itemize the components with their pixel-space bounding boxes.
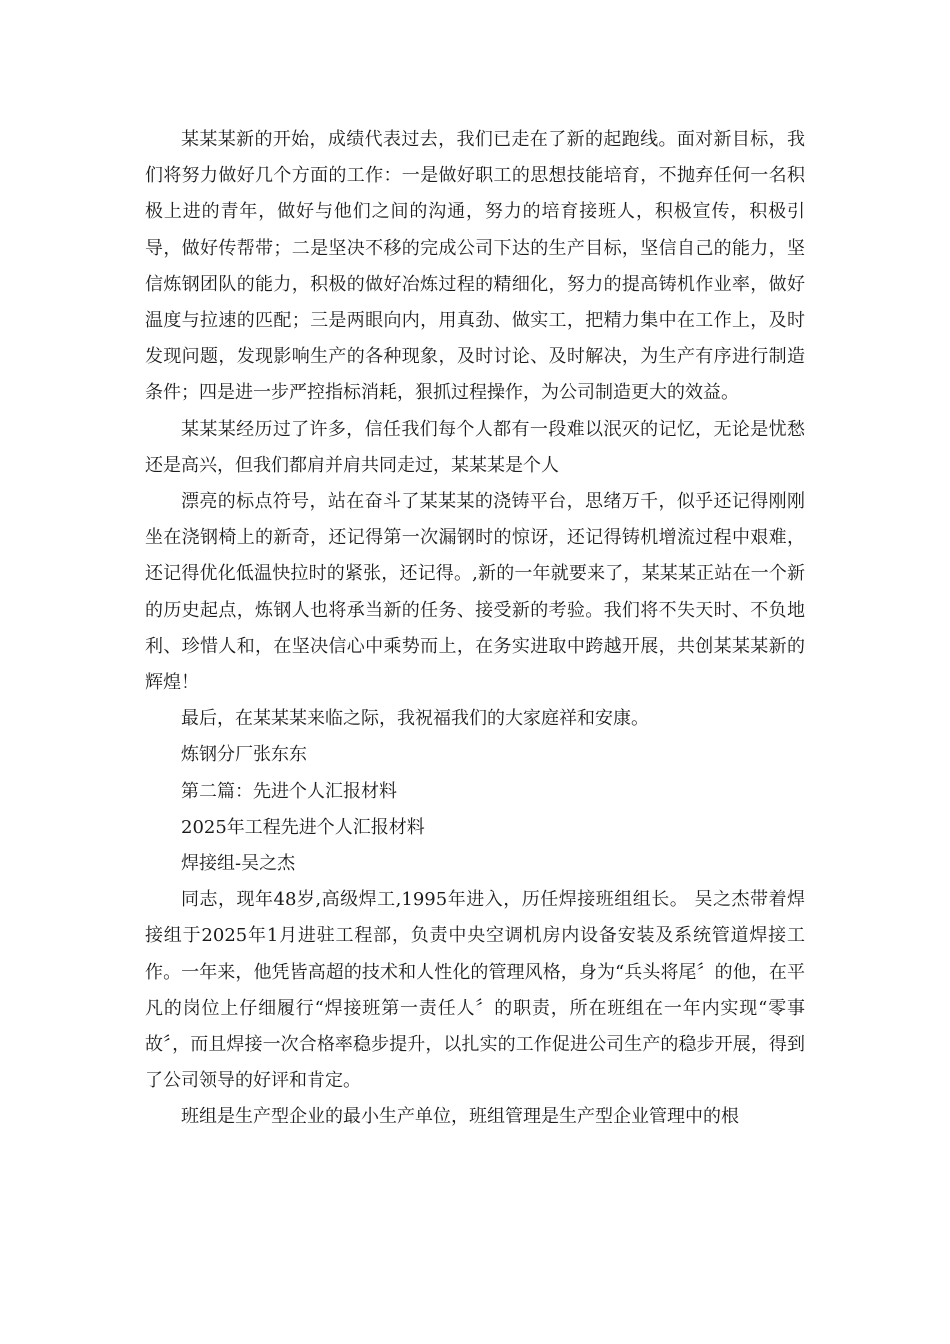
paragraph-memories: 某某某经历过了许多，信任我们每个人都有一段难以泯灭的记忆，无论是忧愁还是高兴，但我们都肩并肩共同走过，某某某是个人: [145, 418, 805, 476]
section-heading: 第二篇：先进个人汇报材料: [181, 780, 397, 802]
report-subject: 焊接组-吴之杰: [181, 853, 296, 875]
paragraph-closing-wish: 最后，在某某某来临之际，我祝福我们的大家庭祥和安康。: [181, 708, 649, 730]
document-body: [145, 122, 805, 1136]
report-title: 2025年工程先进个人汇报材料: [181, 816, 425, 838]
author-signature: 炼钢分厂张东东: [181, 744, 307, 766]
paragraph-team-management: 班组是生产型企业的最小生产单位，班组管理是生产型企业管理中的根: [181, 1106, 739, 1128]
paragraph-welder-profile: 同志，现年48岁,高级焊工,1995年进入，历任焊接班组组长。 吴之杰带着焊接组于2025年1月进驻工程部，负责中央空调机房内设备安装及系统管道焊接工作。一年来，他凭皆高超的技术和人性化的管理风格，身为“兵头将尾〞的他，在平凡的岗位上仔细履行“焊接班第一责任人〞的职责，所在班组在一年内实现“零事故〞，而且焊接一次合格率稳步提升，以扎实的工作促进公司生产的稳步开展，得到了公司领导的好评和肯定。: [145, 889, 805, 1092]
paragraph-new-year: 漂亮的标点符号，站在奋斗了某某某的浇铸平台，思绪万千，似乎还记得刚刚坐在浇钢椅上的新奇，还记得第一次漏钢时的惊讶，还记得铸机增流过程中艰难，还记得优化低温快拉时的紧张，还记得。,新的一年就要来了，某某某正站在一个新的历史起点，炼钢人也将承当新的任务、接受新的考验。我们将不失天时、不负地利、珍惜人和，在坚决信心中乘势而上，在务实进取中跨越开展，共创某某某新的辉煌！: [145, 491, 805, 694]
paragraph-work-plan: 某某某新的开始，成绩代表过去，我们已走在了新的起跑线。面对新目标，我们将努力做好几个方面的工作：一是做好职工的思想技能培育，不抛弃任何一名积极上进的青年，做好与他们之间的沟通，努力的培育接班人，积极宣传，积极引导，做好传帮带；二是坚决不移的完成公司下达的生产目标，坚信自己的能力，坚信炼钢团队的能力，积极的做好冶炼过程的精细化，努力的提高铸机作业率，做好温度与拉速的匹配；三是两眼向内，用真劲、做实工，把精力集中在工作上，及时发现问题，发现影响生产的各种现象，及时讨论、及时解决，为生产有序进行制造条件；四是进一步严控指标消耗，狠抓过程操作，为公司制造更大的效益。: [145, 129, 805, 404]
